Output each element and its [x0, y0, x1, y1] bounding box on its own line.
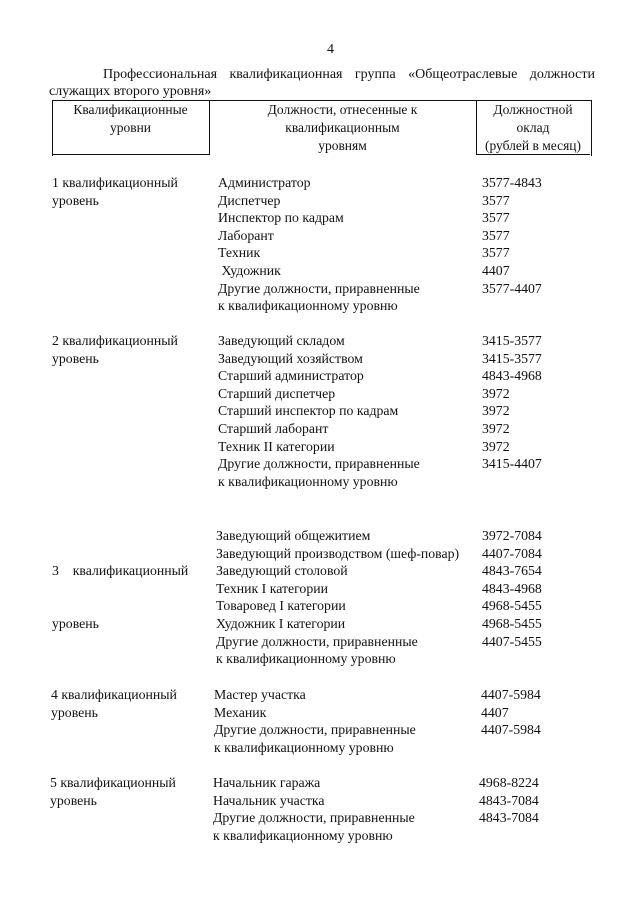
level-4-positions [214, 686, 416, 756]
position: к квалификационному уровню [218, 298, 398, 314]
position: к квалификационному уровню [214, 739, 394, 755]
position: Художник [218, 262, 281, 278]
position: Заведующий хозяйством [218, 350, 363, 366]
page-number: 4 [327, 42, 334, 57]
salary: 4407-5984 [481, 687, 541, 702]
salary: 3577 [482, 245, 510, 261]
position: Художник I категории [216, 615, 346, 631]
header-underline-1 [52, 154, 209, 155]
salary: 4407-5984 [481, 722, 541, 738]
position: Товаровед I категории [216, 598, 346, 614]
position: к квалификационному уровню [218, 473, 398, 489]
position: Мастер участка [214, 687, 306, 702]
position: Старший администратор [218, 368, 364, 384]
level-3-label: 3 квалификационный уровень [52, 563, 189, 631]
level-4-label: 4 квалификационный уровень [51, 687, 177, 720]
salary: 3972 [482, 403, 510, 419]
position: Администратор [218, 175, 311, 190]
position: Другие должности, приравненные [213, 810, 415, 826]
salary: 3577 [482, 227, 510, 243]
salary: 3415-3577 [482, 333, 542, 348]
level-5-label: 5 квалификационный уровень [50, 775, 176, 808]
position: Инспектор по кадрам [218, 210, 344, 226]
level-2-salaries [482, 332, 542, 490]
level-2-label: 2 квалификационный уровень [52, 333, 178, 366]
position: к квалификационному уровню [213, 827, 393, 843]
level-3-positions [216, 527, 459, 668]
position: Механик [214, 704, 267, 720]
position: Старший инспектор по кадрам [218, 403, 399, 419]
salary: 4843-7084 [479, 810, 539, 826]
salary: 4968-8224 [479, 775, 539, 790]
salary: 4843-7654 [482, 563, 542, 579]
salary: 3972-7084 [482, 528, 542, 543]
level-3-salaries [482, 527, 542, 668]
level-5-positions [213, 774, 415, 844]
salary: 4843-4968 [482, 580, 542, 596]
level-4-salaries [481, 686, 541, 756]
level-2-positions [218, 332, 420, 490]
salary: 3972 [482, 385, 510, 401]
level-1-positions [218, 174, 420, 315]
position: Техник [218, 245, 261, 261]
salary: 3577-4843 [482, 175, 542, 190]
salary: 4968-5455 [482, 615, 542, 631]
salary [482, 473, 542, 491]
position: Другие должности, приравненные [214, 722, 416, 738]
position: Начальник участка [213, 792, 325, 808]
position: Лаборант [218, 227, 274, 243]
position: Другие должности, приравненные [218, 280, 420, 296]
salary [479, 827, 539, 845]
salary [481, 739, 541, 757]
position: Заведующий столовой [216, 563, 348, 579]
level-1-salaries [482, 174, 542, 315]
salary: 4407-5455 [482, 633, 542, 649]
salary: 4968-5455 [482, 598, 542, 614]
level-5-salaries [479, 774, 539, 844]
position: Начальник гаража [213, 775, 321, 790]
level-1-label: 1 квалификационный уровень [52, 175, 178, 208]
salary [482, 297, 542, 315]
position: Техник I категории [216, 580, 328, 596]
intro-line-2: служащих второго уровня» [49, 84, 212, 99]
salary: 4407 [482, 262, 510, 278]
intro-line-1: Профессиональная квалификационная группа «Общеотраслевые должности [103, 67, 595, 82]
position: Заведующий складом [218, 333, 345, 348]
salary: 3972 [482, 438, 510, 454]
position: Техник II категории [218, 438, 335, 454]
salary: 3577-4407 [482, 280, 542, 296]
salary: 3415-3577 [482, 350, 542, 366]
header-col-levels: Квалификационные уровни [73, 102, 188, 135]
salary: 4407-7084 [482, 545, 542, 561]
position: Старший диспетчер [218, 385, 336, 401]
salary: 3577 [482, 210, 510, 226]
salary [482, 650, 542, 668]
position: Диспетчер [218, 192, 281, 208]
position: Другие должности, приравненные [216, 633, 418, 649]
salary: 4843-7084 [479, 792, 539, 808]
position: Заведующий общежитием [216, 528, 371, 543]
position: Другие должности, приравненные [218, 456, 420, 472]
position: Заведующий производством (шеф-повар) [216, 545, 460, 561]
salary: 3415-4407 [482, 456, 542, 472]
salary: 3972 [482, 420, 510, 436]
header-col-salary: Должностной оклад (рублей в месяц) [484, 102, 582, 153]
salary: 4843-4968 [482, 368, 542, 384]
salary: 4407 [481, 704, 509, 720]
position: к квалификационному уровню [216, 651, 396, 667]
position: Старший лаборант [218, 420, 329, 436]
header-col-positions: Должности, отнесенные к квалификационным уровням [267, 102, 418, 153]
salary: 3577 [482, 192, 510, 208]
